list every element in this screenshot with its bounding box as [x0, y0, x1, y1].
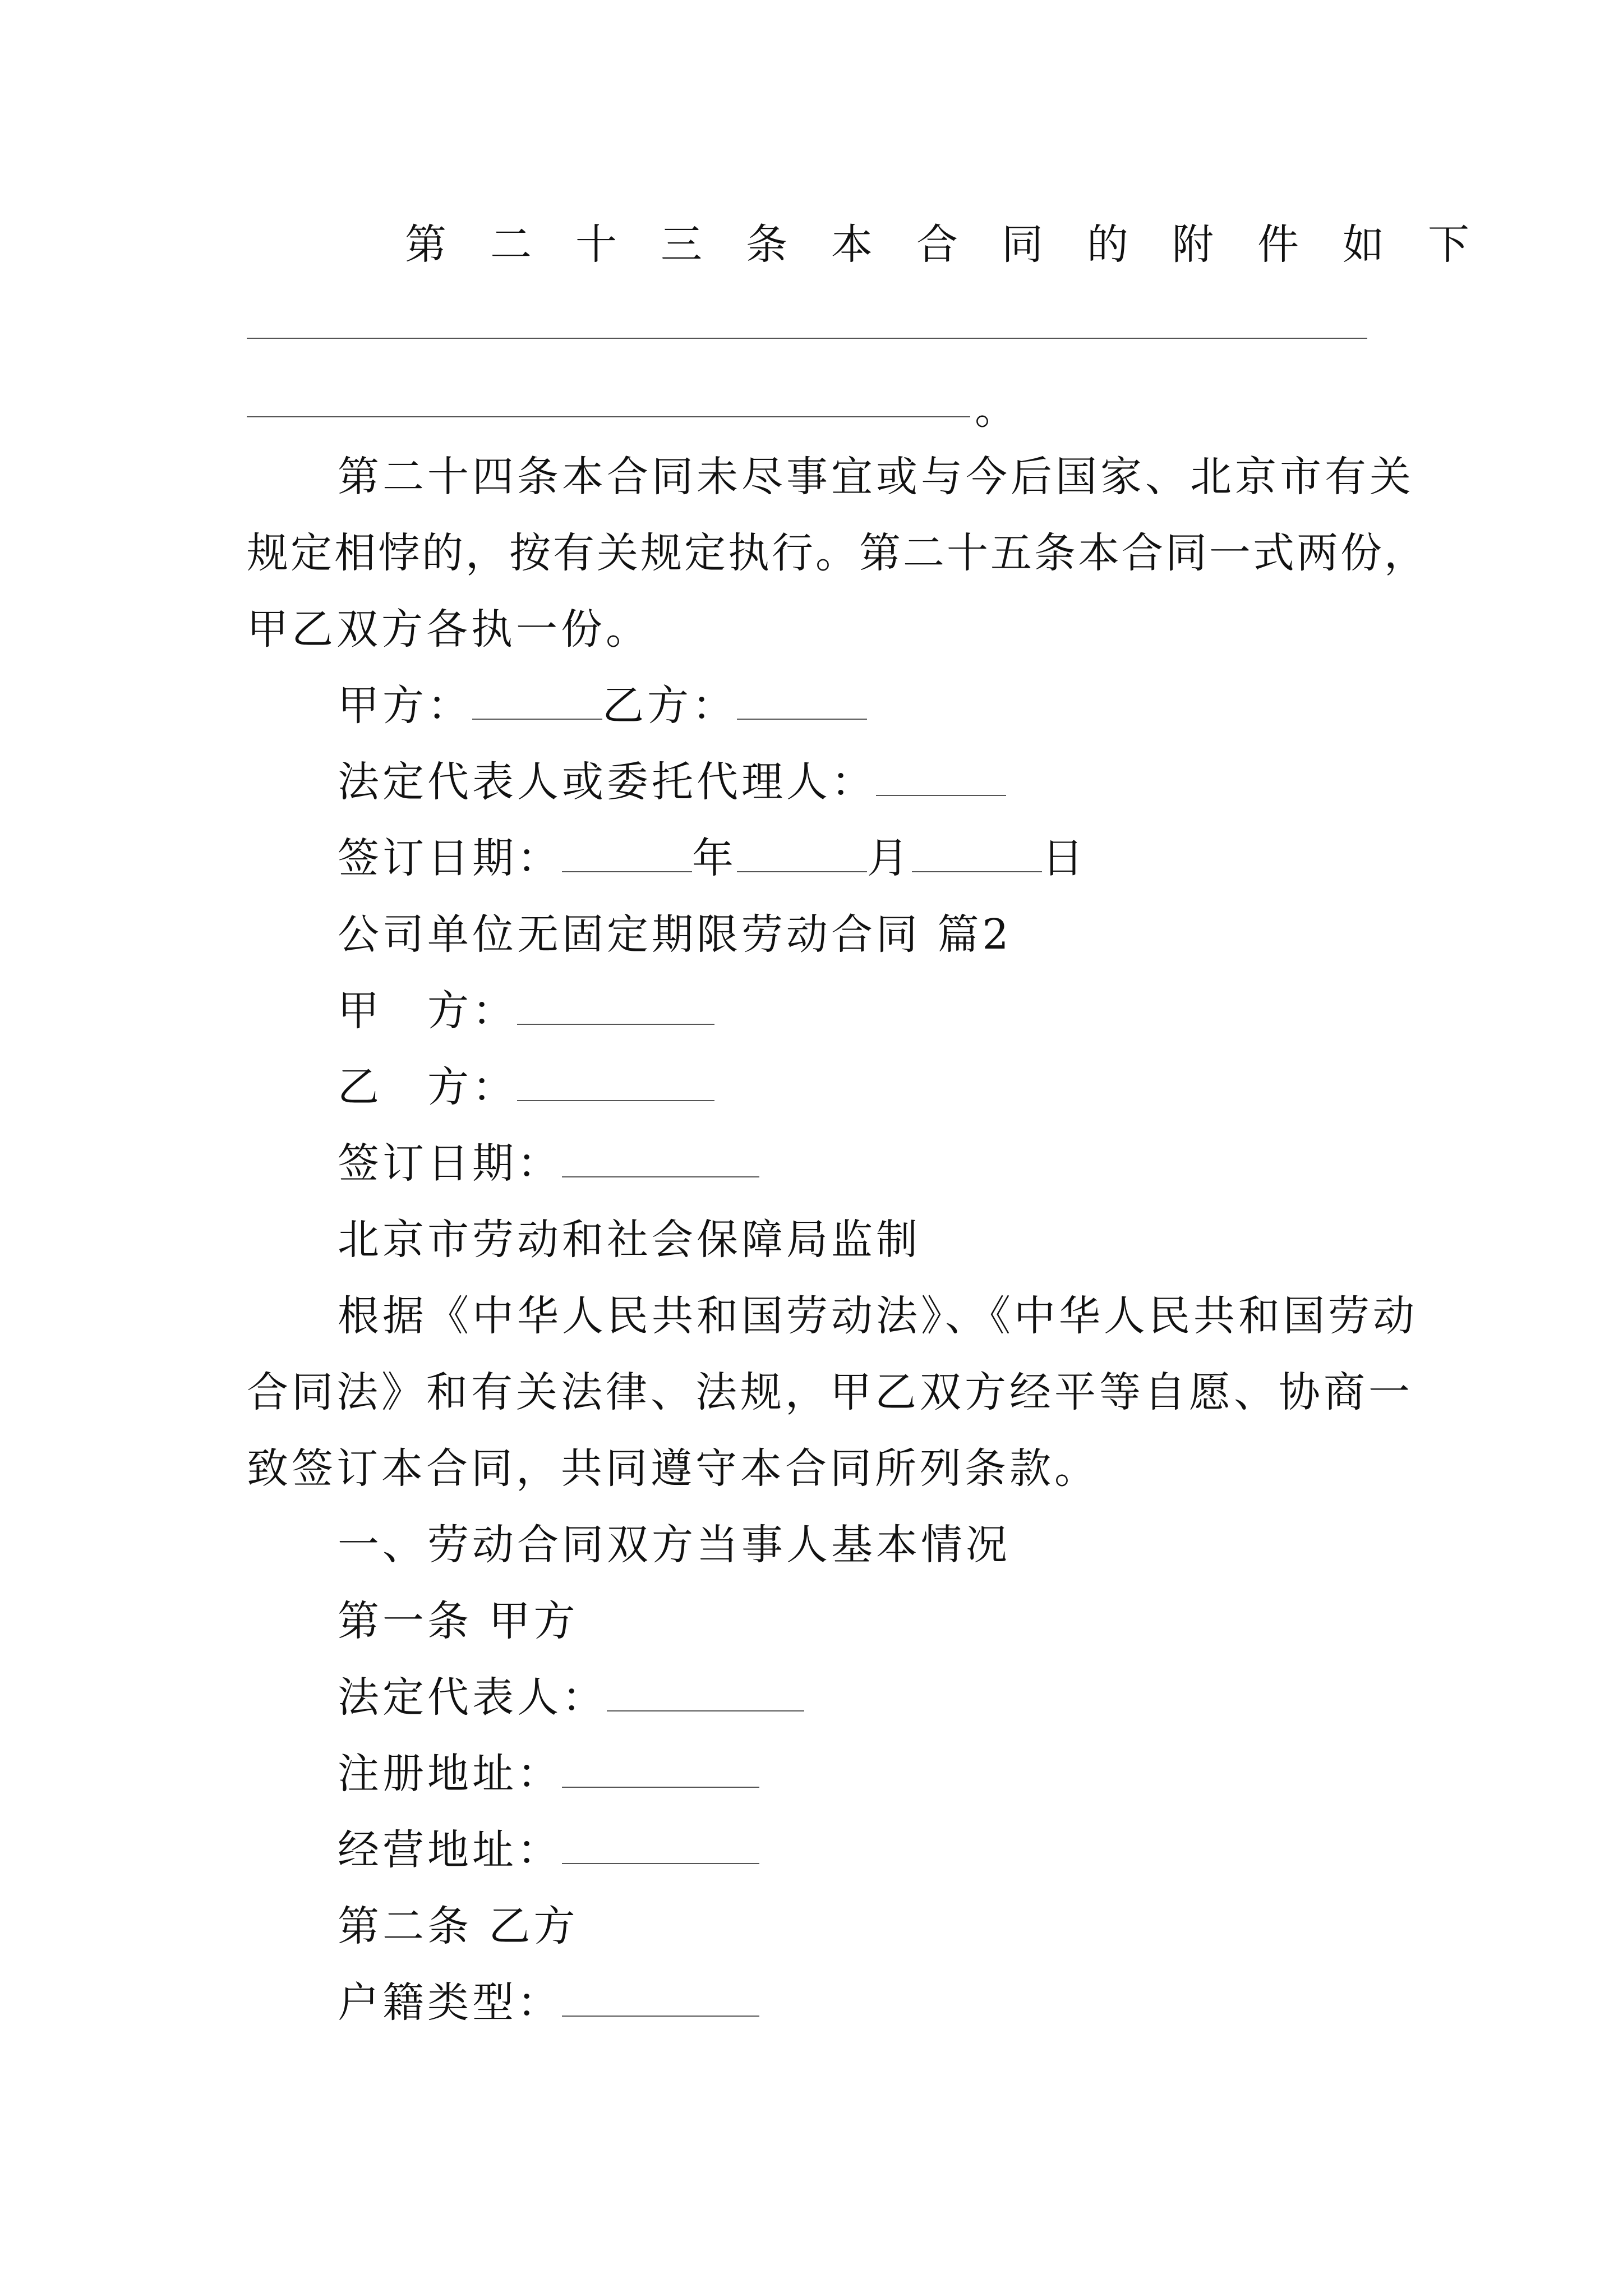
representative-label: 法定代表人或委托代理人：: [338, 758, 876, 806]
contract-2-party-b-line: [338, 1059, 714, 1115]
contract-2-party-a-label: 甲 方：: [338, 987, 517, 1035]
day-label: 日: [1042, 834, 1087, 882]
household-type-blank: [562, 1980, 759, 2017]
contract-2-party-b-blank: [517, 1064, 714, 1101]
contract-2-date-label: 签订日期：: [338, 1139, 562, 1188]
party-b-label: 乙方：: [602, 682, 737, 730]
contract-2-party-b-label: 乙 方：: [338, 1063, 517, 1111]
household-type-line: [338, 1975, 759, 2031]
article-24-line-2: 规定相悖的，按有关规定执行。第二十五条本合同一式两份，: [247, 529, 1428, 577]
signing-date-line: [338, 830, 1087, 886]
party-a-blank: [472, 683, 602, 720]
contract-2-party-a-blank: [517, 988, 714, 1025]
representative-blank: [876, 759, 1006, 796]
signing-date-label: 签订日期：: [338, 834, 562, 882]
attachment-blank-line-1: [247, 338, 1367, 339]
party-a-label: 甲方：: [338, 682, 472, 730]
article-24-line-3: 甲乙双方各执一份。: [247, 605, 651, 654]
registered-address-label: 注册地址：: [338, 1750, 562, 1798]
signature-parties-line: [338, 678, 867, 734]
contract-2-party-a-line: [338, 983, 714, 1039]
month-label: 月: [867, 834, 912, 882]
contract-2-date-line: [338, 1135, 759, 1191]
legal-rep-blank: [607, 1674, 804, 1711]
registered-address-blank: [562, 1751, 759, 1788]
preamble-line-2: 合同法》和有关法律、法规，甲乙双方经平等自愿、协商一: [247, 1368, 1413, 1416]
registered-address-line: [338, 1746, 759, 1802]
business-address-blank: [562, 1827, 759, 1864]
contract-2-date-blank: [562, 1140, 759, 1177]
preamble-line-3: 致签订本合同，共同遵守本合同所列条款。: [247, 1444, 1099, 1493]
party-b-blank: [737, 683, 867, 720]
year-blank: [562, 835, 692, 872]
section-1-heading: 一、劳动合同双方当事人基本情况: [338, 1521, 1011, 1569]
attachment-blank-line-2: [247, 416, 970, 417]
supervisor-line: 北京市劳动和社会保障局监制: [338, 1216, 921, 1264]
legal-rep-line: [338, 1669, 804, 1726]
preamble-line-1: 根据《中华人民共和国劳动法》、《中华人民共和国劳动: [338, 1292, 1418, 1340]
article-23-end-mark: 。: [975, 385, 1016, 434]
month-blank: [737, 835, 867, 872]
day-blank: [912, 835, 1042, 872]
representative-line: [338, 754, 1006, 810]
article-1-heading: 第一条 甲方: [338, 1597, 579, 1645]
household-type-label: 户籍类型：: [338, 1978, 562, 2027]
article-23-heading: 第二十三条本合同的附件如下: [405, 220, 1513, 269]
contract-2-title: 公司单位无固定期限劳动合同 篇2: [338, 910, 1012, 959]
business-address-label: 经营地址：: [338, 1826, 562, 1874]
legal-rep-label: 法定代表人：: [338, 1673, 607, 1722]
year-label: 年: [692, 834, 737, 882]
article-24-line-1: 第二十四条本合同未尽事宜或与今后国家、北京市有关: [338, 453, 1414, 501]
business-address-line: [338, 1822, 759, 1878]
article-2-heading: 第二条 乙方: [338, 1902, 579, 1950]
